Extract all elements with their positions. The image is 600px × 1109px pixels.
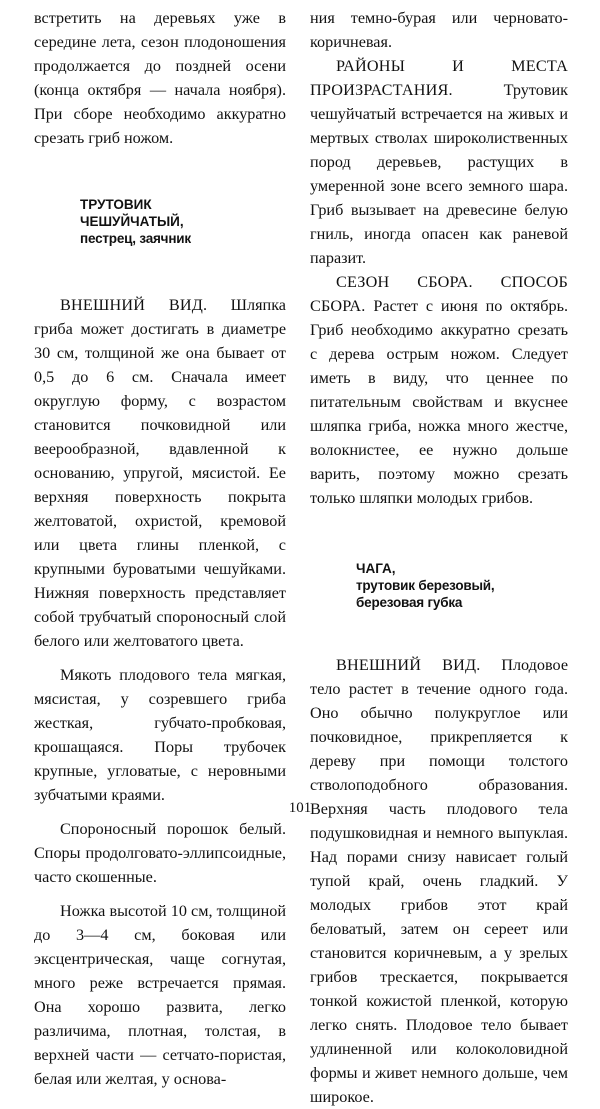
right-continuation-paragraph: ния темно-бурая или черновато-коричневая. xyxy=(310,9,568,51)
heading-title-line-2: ЧЕШУЙЧАТЫЙ, xyxy=(80,214,184,229)
section-heading-chaga xyxy=(356,560,568,611)
heading-subtitle-line-1: трутовик березовый, xyxy=(356,578,495,593)
season-paragraph xyxy=(310,270,568,510)
left-column xyxy=(34,6,286,1091)
heading-title-line-1: ТРУТОВИК xyxy=(80,197,152,212)
heading-subtitle-line-2: березовая губка xyxy=(356,595,463,610)
page-number: 101 xyxy=(288,800,312,816)
season-text: Растет с июня по октябрь. Гриб необходимо аккуратно срезать с дерева острым ножом. Следует иметь в виду, что ценнее по питательным свойствам и вкуснее шляпка гриба, ножка много жестче, волокнистее, ее нужно дольше варить, поэтому можно срезать только шляпки молодых грибов. xyxy=(310,297,568,507)
chaga-appearance-caps: ВНЕШНИЙ ВИД. xyxy=(336,656,481,674)
chaga-appearance-paragraph xyxy=(310,653,568,1109)
habitat-text: Трутовик чешуйчатый встречается на живых и мертвых стволах широколиственных пород деревьев, растущих в умеренной зоне всего земного шара. Гриб вызывает на древесине белую гниль, иногда опасен как раневой паразит. xyxy=(310,81,568,267)
heading-title: ЧАГА, xyxy=(356,561,396,576)
stem-paragraph: Ножка высотой 10 см, толщиной до 3—4 см, боковая или эксцентрическая, чаще согнутая, много реже встречается прямая. Она хорошо развита, легко различима, плотная, толстая, в верхней части — сетчато-пористая, белая или желтая, у основа- xyxy=(34,902,286,1088)
chaga-appearance-text: Плодовое тело растет в течение одного года. Оно обычно полукруглое или почковидное, прикрепляется к дереву при помощи толстого стволоподобного образования. Верхняя часть плодового тела подушковидная и немного выпуклая. Над порами снизу нависает голый тупой край, очень гладкий. У молодых грибов этот край беловатый, затем он сереет или становится коричневым, а у зрелых грибов трескается, покрывается тонкой кожистой пленкой, которую легко снять. Плодовое тело бывает удлиненной или колоколовидной формы и живет немного дольше, чем широкое. xyxy=(310,656,568,1106)
habitat-paragraph xyxy=(310,54,568,270)
right-column xyxy=(310,6,568,1109)
flesh-paragraph: Мякоть плодового тела мягкая, мясистая, у созревшего гриба жесткая, губчато-пробковая, крошащаяся. Поры трубочек крупные, угловатые, с неровными зубчатыми краями. xyxy=(34,666,286,804)
heading-subtitle: пестрец, заячник xyxy=(80,231,191,246)
season-caps: СЕЗОН СБОРА. СПОСОБ СБОРА. xyxy=(310,273,568,315)
appearance-caps: ВНЕШНИЙ ВИД. xyxy=(60,296,208,314)
left-intro-paragraph: встретить на деревьях уже в середине лета, сезон плодоношения продолжается до поздней осени (конца октября — начала ноября). При сборе необходимо аккуратно срезать гриб ножом. xyxy=(34,9,286,147)
habitat-caps: РАЙОНЫ И МЕСТА ПРОИЗРАСТАНИЯ. xyxy=(310,57,568,99)
appearance-text: Шляпка гриба может достигать в диаметре 30 см, толщиной же она бывает от 0,5 до 6 см. Сначала имеет округлую форму, с возрастом становится почковидной или веерообразной, вдавленной к основанию, упругой, мясистой. Ее верхняя поверхность покрыта желтоватой, охристой, кремовой или цвета глины пленкой, с крупными буроватыми чешуйками. Нижняя поверхность представляет собой трубчатый спороносный слой белого или желтоватого цвета. xyxy=(34,296,286,650)
spore-paragraph: Спороносный порошок белый. Споры продолговато-эллипсоидные, часто скошенные. xyxy=(34,820,286,886)
appearance-paragraph xyxy=(34,293,286,653)
section-heading-scaly-polypore xyxy=(80,196,286,247)
